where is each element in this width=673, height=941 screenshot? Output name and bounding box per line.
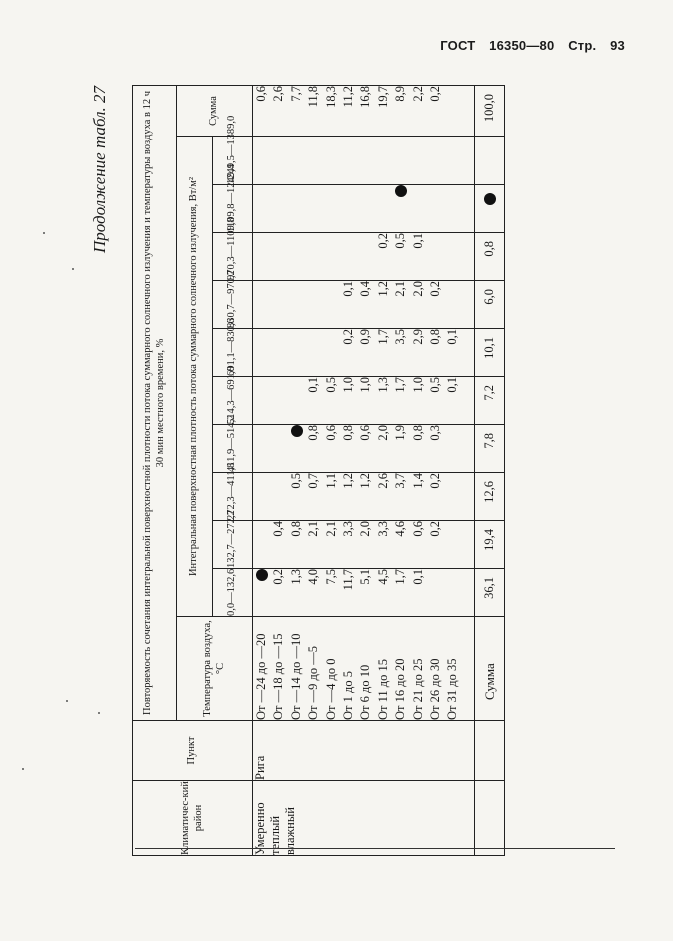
value-cell: 11,7 [340,569,355,591]
filled-circle-icon [484,193,496,205]
point-cell: Рига [253,721,475,781]
value-cell [444,521,461,568]
scan-speck [66,700,68,702]
value-cell: 0,5 [288,473,303,489]
value-cell: 0,2 [375,233,390,249]
region-cell: Умеренно теплый влажный [253,781,475,856]
value-cell: 7,7 [288,85,303,102]
scan-speck [72,268,74,270]
value-cell [288,281,305,328]
page-label: Стр. [568,38,597,53]
value-cell: 4,6 [393,521,408,537]
value-cell: 3,5 [393,329,408,345]
value-cell: 0,3 [427,425,442,441]
value-cell: 0,8 [306,425,321,441]
temperature-range: От —14 до —10 [288,633,303,720]
value-cell: 1,0 [410,377,425,393]
value-column [253,473,475,521]
value-cell [323,137,340,184]
total-cell [475,185,505,233]
value-cell [375,137,392,184]
value-cell [323,233,340,280]
header-range: 1109,8—1249,4 [213,185,253,233]
value-cell: 0,5 [323,377,338,393]
value-cell: 0,6 [254,85,268,102]
value-cell [288,185,305,232]
total-cell: 19,4 [475,521,505,569]
value-cell [253,569,270,616]
value-cell: 8,9 [393,85,408,102]
header-subcaption: Интегральная поверхностная плотность потока суммарного солнечного излучения, Вт/м² [177,137,213,617]
total-label: Сумма [475,617,505,721]
value-cell: 1,9 [393,425,408,441]
value-cell [427,233,444,280]
value-cell: 0,5 [393,233,408,249]
value-cell: 2,2 [410,85,425,102]
total-cell [475,137,505,185]
value-cell [392,137,409,184]
total-cell: 10,1 [475,329,505,377]
header-sum: Сумма [177,85,253,136]
value-cell [270,329,287,376]
value-cell: 18,3 [323,85,338,108]
value-cell [305,137,322,184]
value-cell: 1,7 [375,329,390,345]
value-cell [288,137,305,184]
value-cell: 7,5 [323,569,338,585]
value-cell [444,86,461,136]
value-cell [357,137,374,184]
value-cell: 0,1 [445,329,460,345]
value-cell: 3,3 [340,521,355,537]
temperature-cell [253,617,475,721]
temperature-range: От —9 до —5 [306,646,321,720]
total-cell: 7,2 [475,377,505,425]
value-cell: 0,7 [306,473,321,489]
temperature-range: От —18 до —15 [271,633,286,720]
value-cell: 11,2 [340,85,355,108]
value-cell [253,233,270,280]
value-cell: 0,5 [427,377,442,393]
value-cell: 2,1 [306,521,321,537]
value-cell [444,569,461,616]
value-cell [305,329,322,376]
filled-circle-icon [395,185,407,197]
value-column [253,425,475,473]
value-cell [444,137,461,184]
total-blank-region [475,781,505,856]
page-number: 93 [610,38,625,53]
value-cell: 1,3 [375,377,390,393]
value-cell [340,233,357,280]
value-cell: 2,9 [410,329,425,345]
header-range: 1249,5—1389,0 [213,137,253,185]
temperature-range: От 6 до 10 [358,664,373,720]
header-point: Пункт [133,721,253,781]
total-cell: 6,0 [475,281,505,329]
total-cell: 12,6 [475,473,505,521]
value-cell: 1,7 [393,377,408,393]
data-table [132,85,505,856]
value-cell [340,137,357,184]
value-cell [444,185,461,232]
value-cell: 0,6 [323,425,338,441]
value-cell: 1,2 [340,473,355,489]
value-cell: 0,2 [340,329,355,345]
rotated-table-page [86,86,546,856]
temperature-range: От —4 до 0 [323,658,338,720]
value-cell [288,233,305,280]
continuation-title: Продолжение табл. 27 [90,86,109,254]
value-cell [270,377,287,424]
value-cell [444,473,461,520]
value-cell [444,425,461,472]
header-range: 830,7—970,2 [213,281,253,329]
value-cell [270,233,287,280]
value-cell [410,137,427,184]
value-cell: 0,2 [427,85,442,102]
value-cell: 16,8 [358,85,373,108]
value-cell [357,233,374,280]
value-cell [253,185,270,232]
value-cell [270,425,287,472]
total-cell: 0,8 [475,233,505,281]
value-cell: 0,2 [427,473,442,489]
standard-number: 16350—80 [489,38,555,53]
header-range: 0,0—132,6 [213,569,253,617]
value-cell: 0,1 [410,569,425,585]
value-cell [253,137,270,184]
value-cell: 2,0 [375,425,390,441]
value-cell [270,137,287,184]
value-cell [270,473,287,520]
header-caption: Повторяемость сочетания интегральной поверхностной плотности потока суммарного солнечного излучения и температуры воздуха в 12 ч 30 мин местного времени, % [133,85,177,720]
value-cell: 19,7 [375,85,390,108]
header-range: 691,1—830,6 [213,329,253,377]
value-cell [444,281,461,328]
value-cell: 11,8 [306,85,321,108]
value-cell [288,329,305,376]
value-cell: 1,0 [340,377,355,393]
value-column [253,281,475,329]
value-cell [323,329,340,376]
value-cell: 0,6 [358,425,373,441]
value-cell [305,185,322,232]
value-cell [253,329,270,376]
total-cell: 7,8 [475,425,505,473]
value-cell: 0,1 [306,377,321,393]
temperature-range: От 21 до 25 [410,658,425,720]
value-cell: 1,3 [288,569,303,585]
standard-label: ГОСТ [440,38,476,53]
value-cell [323,185,340,232]
value-cell: 1,2 [358,473,373,489]
value-cell: 2,1 [393,281,408,297]
value-column [253,137,475,185]
value-cell: 0,2 [427,281,442,297]
header-range: 970,3—1109,8 [213,233,253,281]
scan-speck [22,768,24,770]
sum-column [253,85,475,136]
header-range: 132,7—272,2 [213,521,253,569]
value-cell: 3,3 [375,521,390,537]
temperature-range: От 31 до 35 [445,658,460,720]
value-cell: 0,9 [358,329,373,345]
value-cell: 2,6 [271,85,286,102]
filled-circle-icon [291,425,303,437]
value-cell [357,185,374,232]
value-cell: 0,2 [427,521,442,537]
value-cell [444,233,461,280]
value-cell: 0,6 [410,521,425,537]
temperature-range: От —24 до —20 [254,633,268,720]
temperature-range: От 26 до 30 [427,658,442,720]
value-cell: 3,7 [393,473,408,489]
value-cell: 4,0 [306,569,321,585]
value-cell [305,281,322,328]
value-cell [288,425,305,472]
temperature-range: От 1 до 5 [340,671,355,720]
value-column [253,521,475,569]
value-column [253,233,475,281]
value-cell [375,185,392,232]
value-cell: 2,0 [358,521,373,537]
header-region: Климатичес-кий район [133,781,253,856]
value-cell: 1,1 [323,473,338,489]
value-column [253,185,475,233]
total-blank-point [475,721,505,781]
value-cell: 0,8 [340,425,355,441]
value-cell [253,281,270,328]
value-cell: 2,0 [410,281,425,297]
header-range: 514,3—691,0 [213,377,253,425]
value-cell: 0,1 [445,377,460,393]
value-cell: 0,1 [340,281,355,297]
header-range: 272,3—411,8 [213,473,253,521]
value-cell [253,425,270,472]
value-cell: 2,6 [375,473,390,489]
value-cell: 0,4 [358,281,373,297]
value-cell: 2,1 [323,521,338,537]
value-cell: 1,7 [393,569,408,585]
value-cell [270,281,287,328]
filled-circle-icon [256,569,268,581]
value-cell: 1,4 [410,473,425,489]
value-cell: 0,1 [410,233,425,249]
value-cell: 1,2 [375,281,390,297]
value-cell: 0,8 [410,425,425,441]
scan-speck [43,232,45,234]
scan-speck [98,712,100,714]
value-cell [410,185,427,232]
value-cell [253,473,270,520]
value-cell: 0,2 [271,569,286,585]
value-cell [270,185,287,232]
bottom-rule [135,848,615,849]
value-cell: 0,8 [427,329,442,345]
value-cell [305,233,322,280]
value-cell: 0,4 [271,521,286,537]
value-cell [427,185,444,232]
header-range: 411,9—514,2 [213,425,253,473]
value-cell: 4,5 [375,569,390,585]
value-cell [392,185,409,232]
value-cell [427,137,444,184]
value-column [253,377,475,425]
grand-total: 100,0 [475,85,505,136]
value-cell [340,185,357,232]
value-cell: 1,0 [358,377,373,393]
value-cell [253,377,270,424]
temperature-range: От 16 до 20 [393,658,408,720]
value-column [253,329,475,377]
value-cell [323,281,340,328]
value-column [253,569,475,617]
value-cell [427,569,444,616]
value-cell [288,377,305,424]
value-cell: 5,1 [358,569,373,585]
total-cell: 36,1 [475,569,505,617]
header-temperature: Температура воздуха, °C [177,617,253,721]
value-cell [253,521,270,568]
value-cell: 0,8 [288,521,303,537]
temperature-range: От 11 до 15 [375,658,390,720]
